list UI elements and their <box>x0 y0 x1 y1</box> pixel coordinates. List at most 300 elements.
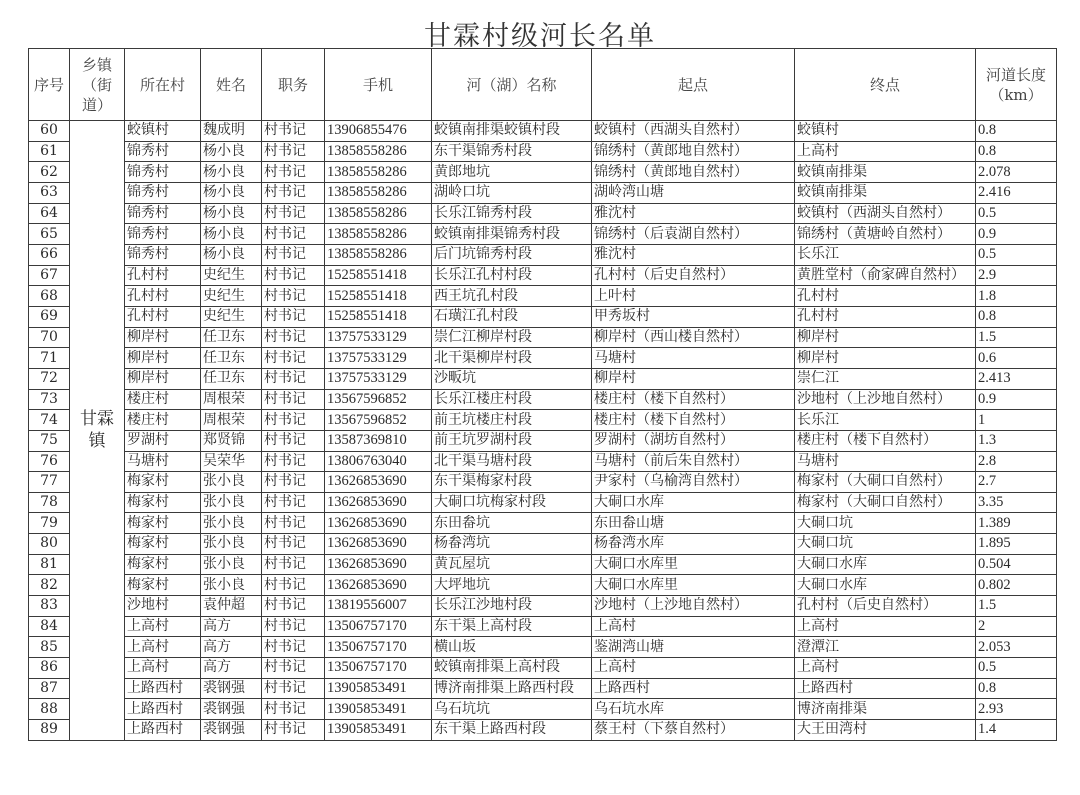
cell-start: 沙地村（上沙地自然村） <box>592 596 795 617</box>
cell-river: 沙畈坑 <box>432 368 592 389</box>
table-row <box>29 720 1057 741</box>
cell-phone: 13858558286 <box>325 224 432 245</box>
cell-name: 魏成明 <box>201 121 262 142</box>
cell-position: 村书记 <box>262 575 325 596</box>
cell-end: 上高村 <box>795 141 976 162</box>
cell-start: 柳岸村（西山楼自然村） <box>592 327 795 348</box>
cell-river: 东田畚坑 <box>432 513 592 534</box>
cell-start: 马塘村 <box>592 348 795 369</box>
table-row <box>29 534 1057 555</box>
cell-name: 史纪生 <box>201 306 262 327</box>
cell-position: 村书记 <box>262 554 325 575</box>
cell-river: 横山坂 <box>432 637 592 658</box>
cell-village: 锦秀村 <box>125 203 201 224</box>
cell-end: 孔村村 <box>795 286 976 307</box>
page-title: 甘霖村级河长名单 <box>424 21 656 52</box>
cell-end: 大王田湾村 <box>795 720 976 741</box>
cell-village: 梅家村 <box>125 513 201 534</box>
cell-no: 70 <box>29 327 70 348</box>
cell-length: 2.078 <box>976 162 1057 183</box>
cell-no: 78 <box>29 492 70 513</box>
cell-position: 村书记 <box>262 121 325 142</box>
cell-village: 锦秀村 <box>125 244 201 265</box>
cell-start: 乌石坑水库 <box>592 699 795 720</box>
cell-start: 大硐口水库里 <box>592 554 795 575</box>
cell-village: 锦秀村 <box>125 224 201 245</box>
cell-phone: 13506757170 <box>325 637 432 658</box>
cell-name: 周根荣 <box>201 389 262 410</box>
cell-position: 村书记 <box>262 327 325 348</box>
cell-length: 2 <box>976 616 1057 637</box>
table-row <box>29 678 1057 699</box>
cell-end: 梅家村（大硐口自然村） <box>795 472 976 493</box>
cell-village: 上高村 <box>125 658 201 679</box>
table-row <box>29 121 1057 142</box>
cell-length: 1.389 <box>976 513 1057 534</box>
table-row <box>29 637 1057 658</box>
cell-village: 上路西村 <box>125 699 201 720</box>
cell-position: 村书记 <box>262 430 325 451</box>
cell-length: 0.9 <box>976 389 1057 410</box>
header-end: 终点 <box>795 49 976 121</box>
cell-length: 1.8 <box>976 286 1057 307</box>
table-row <box>29 306 1057 327</box>
header-start: 起点 <box>592 49 795 121</box>
cell-phone: 13858558286 <box>325 203 432 224</box>
cell-position: 村书记 <box>262 286 325 307</box>
cell-phone: 13757533129 <box>325 348 432 369</box>
cell-no: 82 <box>29 575 70 596</box>
cell-no: 60 <box>29 121 70 142</box>
table-row <box>29 451 1057 472</box>
cell-no: 77 <box>29 472 70 493</box>
cell-name: 张小良 <box>201 534 262 555</box>
cell-name: 张小良 <box>201 513 262 534</box>
cell-name: 张小良 <box>201 472 262 493</box>
cell-no: 71 <box>29 348 70 369</box>
cell-start: 湖岭湾山塘 <box>592 182 795 203</box>
cell-position: 村书记 <box>262 513 325 534</box>
cell-no: 73 <box>29 389 70 410</box>
cell-phone: 13858558286 <box>325 182 432 203</box>
cell-village: 锦秀村 <box>125 141 201 162</box>
table-row <box>29 182 1057 203</box>
cell-village: 沙地村 <box>125 596 201 617</box>
table-row <box>29 348 1057 369</box>
cell-name: 郑贤锦 <box>201 430 262 451</box>
cell-phone: 13626853690 <box>325 554 432 575</box>
cell-length: 1.895 <box>976 534 1057 555</box>
header-town: 乡镇（街道） <box>70 49 125 121</box>
cell-end: 崇仁江 <box>795 368 976 389</box>
cell-end: 孔村村 <box>795 306 976 327</box>
table-row <box>29 554 1057 575</box>
cell-end: 澄潭江 <box>795 637 976 658</box>
cell-start: 蛟镇村（西湖头自然村） <box>592 121 795 142</box>
cell-phone: 13905853491 <box>325 699 432 720</box>
river-chief-table <box>28 48 1057 741</box>
table-row <box>29 472 1057 493</box>
table-row <box>29 699 1057 720</box>
cell-phone: 13626853690 <box>325 575 432 596</box>
cell-position: 村书记 <box>262 224 325 245</box>
cell-phone: 13906855476 <box>325 121 432 142</box>
cell-no: 76 <box>29 451 70 472</box>
cell-village: 楼庄村 <box>125 410 201 431</box>
cell-river: 长乐江楼庄村段 <box>432 389 592 410</box>
cell-end: 上高村 <box>795 616 976 637</box>
cell-no: 63 <box>29 182 70 203</box>
cell-start: 雅沈村 <box>592 244 795 265</box>
cell-village: 蛟镇村 <box>125 121 201 142</box>
cell-phone: 13626853690 <box>325 513 432 534</box>
cell-no: 66 <box>29 244 70 265</box>
cell-position: 村书记 <box>262 678 325 699</box>
cell-phone: 13905853491 <box>325 720 432 741</box>
cell-river: 后门坑锦秀村段 <box>432 244 592 265</box>
cell-phone: 13587369810 <box>325 430 432 451</box>
cell-phone: 13567596852 <box>325 389 432 410</box>
cell-end: 楼庄村（楼下自然村） <box>795 430 976 451</box>
cell-no: 79 <box>29 513 70 534</box>
cell-river: 西王坑孔村段 <box>432 286 592 307</box>
cell-river: 蛟镇南排渠上高村段 <box>432 658 592 679</box>
cell-village: 上高村 <box>125 637 201 658</box>
cell-no: 69 <box>29 306 70 327</box>
cell-village: 孔村村 <box>125 306 201 327</box>
cell-position: 村书记 <box>262 348 325 369</box>
cell-phone: 13905853491 <box>325 678 432 699</box>
cell-start: 马塘村（前后朱自然村） <box>592 451 795 472</box>
cell-start: 孔村村（后史自然村） <box>592 265 795 286</box>
cell-start: 尹家村（乌榆湾自然村） <box>592 472 795 493</box>
cell-name: 任卫东 <box>201 348 262 369</box>
cell-phone: 13858558286 <box>325 141 432 162</box>
cell-end: 沙地村（上沙地自然村） <box>795 389 976 410</box>
cell-position: 村书记 <box>262 720 325 741</box>
table-row <box>29 658 1057 679</box>
cell-no: 61 <box>29 141 70 162</box>
cell-village: 梅家村 <box>125 554 201 575</box>
cell-village: 梅家村 <box>125 534 201 555</box>
cell-name: 吴荣华 <box>201 451 262 472</box>
cell-length: 2.413 <box>976 368 1057 389</box>
cell-name: 高方 <box>201 658 262 679</box>
header-length: 河道长度（km） <box>976 49 1057 121</box>
cell-name: 裘钢强 <box>201 720 262 741</box>
cell-village: 梅家村 <box>125 492 201 513</box>
cell-start: 罗湖村（湖坊自然村） <box>592 430 795 451</box>
cell-phone: 13626853690 <box>325 534 432 555</box>
cell-river: 北干渠马塘村段 <box>432 451 592 472</box>
cell-end: 蛟镇南排渠 <box>795 182 976 203</box>
cell-river: 石璜江孔村段 <box>432 306 592 327</box>
cell-village: 柳岸村 <box>125 368 201 389</box>
cell-phone: 13819556007 <box>325 596 432 617</box>
cell-position: 村书记 <box>262 141 325 162</box>
cell-length: 2.7 <box>976 472 1057 493</box>
cell-no: 89 <box>29 720 70 741</box>
cell-position: 村书记 <box>262 492 325 513</box>
cell-length: 2.8 <box>976 451 1057 472</box>
cell-start: 上路西村 <box>592 678 795 699</box>
cell-end: 上路西村 <box>795 678 976 699</box>
cell-end: 大硐口坑 <box>795 513 976 534</box>
cell-village: 锦秀村 <box>125 162 201 183</box>
cell-length: 0.8 <box>976 306 1057 327</box>
table-row <box>29 492 1057 513</box>
cell-start: 鉴湖湾山塘 <box>592 637 795 658</box>
cell-village: 柳岸村 <box>125 348 201 369</box>
cell-river: 蛟镇南排渠锦秀村段 <box>432 224 592 245</box>
cell-no: 67 <box>29 265 70 286</box>
cell-start: 上高村 <box>592 658 795 679</box>
cell-start: 楼庄村（楼下自然村） <box>592 389 795 410</box>
cell-length: 1 <box>976 410 1057 431</box>
cell-length: 0.8 <box>976 678 1057 699</box>
cell-river: 长乐江锦秀村段 <box>432 203 592 224</box>
cell-phone: 13757533129 <box>325 368 432 389</box>
cell-position: 村书记 <box>262 389 325 410</box>
cell-end: 大硐口坑 <box>795 534 976 555</box>
cell-name: 杨小良 <box>201 244 262 265</box>
cell-name: 任卫东 <box>201 368 262 389</box>
cell-phone: 13806763040 <box>325 451 432 472</box>
cell-position: 村书记 <box>262 534 325 555</box>
cell-end: 黄胜堂村（俞家碑自然村） <box>795 265 976 286</box>
cell-name: 杨小良 <box>201 203 262 224</box>
cell-position: 村书记 <box>262 182 325 203</box>
cell-no: 72 <box>29 368 70 389</box>
cell-river: 长乐江沙地村段 <box>432 596 592 617</box>
cell-phone: 13506757170 <box>325 658 432 679</box>
header-position: 职务 <box>262 49 325 121</box>
cell-no: 68 <box>29 286 70 307</box>
cell-length: 0.5 <box>976 244 1057 265</box>
cell-no: 64 <box>29 203 70 224</box>
cell-name: 任卫东 <box>201 327 262 348</box>
cell-length: 2.053 <box>976 637 1057 658</box>
cell-village: 柳岸村 <box>125 327 201 348</box>
cell-position: 村书记 <box>262 203 325 224</box>
table-row <box>29 162 1057 183</box>
table-row <box>29 389 1057 410</box>
cell-length: 0.8 <box>976 141 1057 162</box>
cell-end: 孔村村（后史自然村） <box>795 596 976 617</box>
cell-start: 柳岸村 <box>592 368 795 389</box>
table-row <box>29 575 1057 596</box>
header-name: 姓名 <box>201 49 262 121</box>
cell-start: 锦绣村（黄郎地自然村） <box>592 162 795 183</box>
cell-position: 村书记 <box>262 616 325 637</box>
cell-river: 东干渠锦秀村段 <box>432 141 592 162</box>
cell-phone: 13858558286 <box>325 162 432 183</box>
cell-village: 孔村村 <box>125 265 201 286</box>
cell-river: 大硐口坑梅家村段 <box>432 492 592 513</box>
cell-phone: 13626853690 <box>325 472 432 493</box>
cell-length: 2.9 <box>976 265 1057 286</box>
cell-no: 86 <box>29 658 70 679</box>
cell-length: 1.5 <box>976 596 1057 617</box>
cell-end: 长乐江 <box>795 244 976 265</box>
table-row <box>29 368 1057 389</box>
cell-name: 袁仲超 <box>201 596 262 617</box>
cell-village: 罗湖村 <box>125 430 201 451</box>
table-row <box>29 203 1057 224</box>
cell-end: 梅家村（大硐口自然村） <box>795 492 976 513</box>
cell-village: 锦秀村 <box>125 182 201 203</box>
cell-position: 村书记 <box>262 368 325 389</box>
cell-no: 87 <box>29 678 70 699</box>
cell-length: 0.802 <box>976 575 1057 596</box>
cell-end: 上高村 <box>795 658 976 679</box>
cell-length: 1.5 <box>976 327 1057 348</box>
cell-phone: 13858558286 <box>325 244 432 265</box>
table-row <box>29 141 1057 162</box>
cell-end: 蛟镇南排渠 <box>795 162 976 183</box>
header-phone: 手机 <box>325 49 432 121</box>
cell-village: 梅家村 <box>125 472 201 493</box>
table-row <box>29 327 1057 348</box>
cell-length: 0.6 <box>976 348 1057 369</box>
cell-position: 村书记 <box>262 637 325 658</box>
cell-phone: 15258551418 <box>325 286 432 307</box>
cell-start: 锦绣村（后袁湖自然村） <box>592 224 795 245</box>
cell-river: 东干渠上路西村段 <box>432 720 592 741</box>
cell-start: 上叶村 <box>592 286 795 307</box>
cell-village: 马塘村 <box>125 451 201 472</box>
cell-start: 大硐口水库 <box>592 492 795 513</box>
header-no: 序号 <box>29 49 70 121</box>
cell-start: 大硐口水库里 <box>592 575 795 596</box>
table-row <box>29 265 1057 286</box>
cell-length: 2.93 <box>976 699 1057 720</box>
cell-end: 锦绣村（黄塘岭自然村） <box>795 224 976 245</box>
cell-no: 84 <box>29 616 70 637</box>
cell-length: 3.35 <box>976 492 1057 513</box>
table-row <box>29 596 1057 617</box>
cell-no: 62 <box>29 162 70 183</box>
cell-river: 东干渠上高村段 <box>432 616 592 637</box>
cell-end: 长乐江 <box>795 410 976 431</box>
cell-phone: 15258551418 <box>325 306 432 327</box>
table-row <box>29 224 1057 245</box>
cell-village: 楼庄村 <box>125 389 201 410</box>
cell-position: 村书记 <box>262 244 325 265</box>
cell-name: 杨小良 <box>201 224 262 245</box>
cell-end: 大硐口水库 <box>795 554 976 575</box>
cell-length: 1.4 <box>976 720 1057 741</box>
table-row <box>29 513 1057 534</box>
table-body <box>29 121 1057 741</box>
cell-no: 80 <box>29 534 70 555</box>
cell-position: 村书记 <box>262 596 325 617</box>
cell-position: 村书记 <box>262 306 325 327</box>
cell-position: 村书记 <box>262 265 325 286</box>
cell-phone: 13757533129 <box>325 327 432 348</box>
cell-name: 杨小良 <box>201 162 262 183</box>
cell-town: 甘霖镇 <box>70 121 125 741</box>
cell-no: 74 <box>29 410 70 431</box>
cell-end: 博济南排渠 <box>795 699 976 720</box>
cell-river: 北干渠柳岸村段 <box>432 348 592 369</box>
cell-name: 高方 <box>201 616 262 637</box>
cell-start: 蔡王村（下蔡自然村） <box>592 720 795 741</box>
cell-no: 83 <box>29 596 70 617</box>
cell-name: 史纪生 <box>201 265 262 286</box>
cell-end: 蛟镇村 <box>795 121 976 142</box>
cell-end: 蛟镇村（西湖头自然村） <box>795 203 976 224</box>
cell-name: 张小良 <box>201 554 262 575</box>
cell-river: 博济南排渠上路西村段 <box>432 678 592 699</box>
cell-river: 东干渠梅家村段 <box>432 472 592 493</box>
cell-river: 乌石坑坑 <box>432 699 592 720</box>
cell-no: 75 <box>29 430 70 451</box>
cell-village: 上高村 <box>125 616 201 637</box>
header-village: 所在村 <box>125 49 201 121</box>
cell-river: 前王坑罗湖村段 <box>432 430 592 451</box>
cell-length: 0.5 <box>976 203 1057 224</box>
cell-length: 2.416 <box>976 182 1057 203</box>
header-river: 河（湖）名称 <box>432 49 592 121</box>
cell-length: 0.5 <box>976 658 1057 679</box>
cell-name: 张小良 <box>201 575 262 596</box>
cell-end: 大硐口水库 <box>795 575 976 596</box>
cell-name: 杨小良 <box>201 141 262 162</box>
cell-name: 裘钢强 <box>201 699 262 720</box>
cell-start: 杨畚湾水库 <box>592 534 795 555</box>
cell-river: 蛟镇南排渠蛟镇村段 <box>432 121 592 142</box>
cell-start: 上高村 <box>592 616 795 637</box>
cell-end: 柳岸村 <box>795 348 976 369</box>
cell-name: 史纪生 <box>201 286 262 307</box>
cell-position: 村书记 <box>262 410 325 431</box>
cell-name: 张小良 <box>201 492 262 513</box>
cell-start: 楼庄村（楼下自然村） <box>592 410 795 431</box>
cell-no: 85 <box>29 637 70 658</box>
cell-position: 村书记 <box>262 699 325 720</box>
cell-phone: 13506757170 <box>325 616 432 637</box>
cell-name: 裘钢强 <box>201 678 262 699</box>
header-row <box>29 49 1057 121</box>
cell-start: 甲秀坂村 <box>592 306 795 327</box>
cell-position: 村书记 <box>262 472 325 493</box>
cell-end: 马塘村 <box>795 451 976 472</box>
cell-phone: 13567596852 <box>325 410 432 431</box>
cell-phone: 13626853690 <box>325 492 432 513</box>
cell-village: 上路西村 <box>125 678 201 699</box>
cell-name: 杨小良 <box>201 182 262 203</box>
cell-river: 杨畚湾坑 <box>432 534 592 555</box>
cell-village: 孔村村 <box>125 286 201 307</box>
cell-no: 65 <box>29 224 70 245</box>
cell-position: 村书记 <box>262 451 325 472</box>
cell-position: 村书记 <box>262 658 325 679</box>
cell-length: 0.9 <box>976 224 1057 245</box>
cell-river: 黄郎地坑 <box>432 162 592 183</box>
cell-name: 周根荣 <box>201 410 262 431</box>
table-row <box>29 616 1057 637</box>
cell-no: 81 <box>29 554 70 575</box>
cell-name: 高方 <box>201 637 262 658</box>
cell-no: 88 <box>29 699 70 720</box>
cell-start: 雅沈村 <box>592 203 795 224</box>
cell-river: 崇仁江柳岸村段 <box>432 327 592 348</box>
cell-start: 东田畚山塘 <box>592 513 795 534</box>
cell-phone: 15258551418 <box>325 265 432 286</box>
table-row <box>29 410 1057 431</box>
cell-river: 黄瓦屋坑 <box>432 554 592 575</box>
